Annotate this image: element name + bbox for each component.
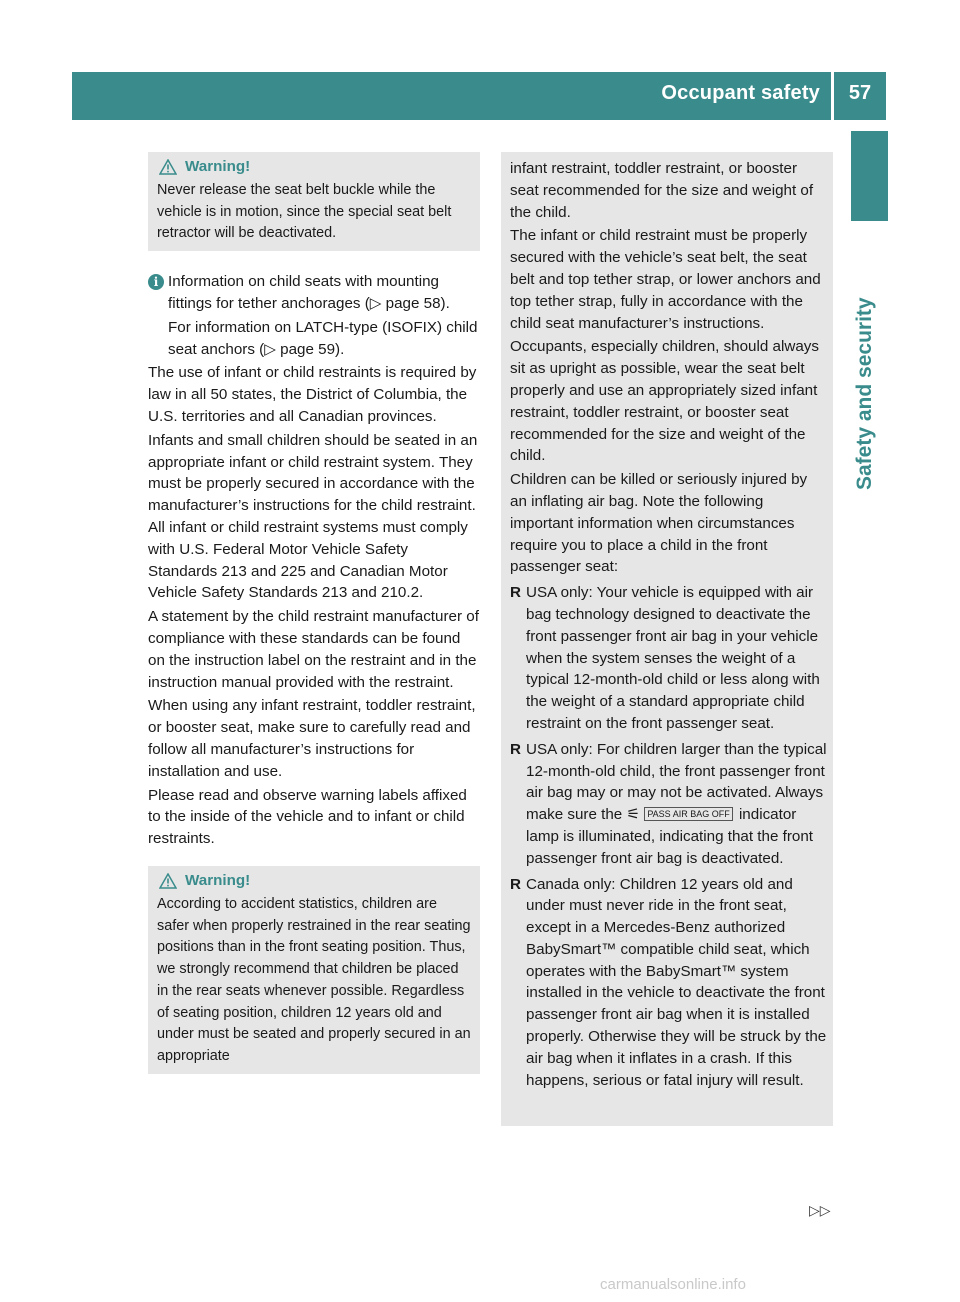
list-item [510, 739, 827, 870]
section-tab-label: Safety and security [853, 297, 876, 490]
page-title: Occupant safety [661, 82, 820, 104]
paragraph: A statement by the child restraint manufacturer of compliance with these standards can be found on the instruction label on the restraint and in the instruction manual provided with the restraint. [148, 608, 479, 691]
info-icon: i [148, 274, 164, 290]
bullet-icon: R [510, 875, 521, 893]
pass-airbag-off-lamp-icon: PASS AIR BAG OFF [644, 807, 732, 821]
section-tab-marker [851, 131, 888, 221]
warning-triangle-icon [159, 159, 177, 175]
list-item-text: USA only: Your vehicle is equipped with air bag technology designed to deactivate the front passenger front air bag in your vehicle when the system senses the weight of a typical 12-month-old child or less along with the weight of a standard appropriate child restraint on the front passenger seat. [526, 584, 820, 732]
watermark: carmanualsonline.info [600, 1276, 746, 1293]
warning-text: Never release the seat belt buckle while the vehicle is in motion, since the special seat belt retractor will be deactivated. [157, 181, 452, 242]
list-item-text: USA only: For children larger than the typical 12-month-old child, the front passenger front air bag may or may not be activated. Always make sure the [526, 740, 827, 824]
paragraph: The infant or child restraint must be properly secured with the vehicle’s seat belt, the seat belt and top tether strap, or lower anchors and top tether strap, fully in accordance with the child seat manufacturer’s instructions. [510, 227, 821, 332]
paragraph: Occupants, especially children, should always sit as upright as possible, wear the seat belt properly and use an appropriately sized infant restraint, toddler restraint, or booster seat recommended for the size and weight of the child. [510, 338, 819, 465]
paragraph: Children can be killed or seriously injured by an inflating air bag. Note the following important information when circumstances require you to place a child in the front passenger seat: [510, 471, 808, 576]
bullet-icon: R [510, 740, 521, 758]
list-item-text: Canada only: Children 12 years old and under must never ride in the front seat, except in a Mercedes-Benz authorized BabySmart™ compatible child seat, which operates with the BabySmart™ system installed in the vehicle to deactivate the front passenger front air bag when it is installed properly. Otherwise they will be struck by the air bag when it inflates in a crash. If this happens, serious or fatal injury will result. [526, 875, 827, 1089]
warning-box [148, 152, 480, 251]
info-text-tether: Information on child seats with mounting fittings for tether anchorages (▷ page 58). [168, 273, 450, 312]
warning-triangle-icon [159, 873, 177, 889]
paragraph: When using any infant restraint, toddler restraint, or booster seat, make sure to carefully read and follow all manufacturer’s instructions for installation and use. [148, 697, 476, 780]
list-item [510, 582, 827, 735]
paragraph: The use of infant or child restraints is required by law in all 50 states, the District of Columbia, the U.S. territories and all Canadian provinces. [148, 364, 477, 425]
right-column [501, 152, 833, 1126]
list-item [510, 874, 827, 1092]
info-note [148, 271, 480, 362]
continued-arrow-icon: ▷▷ [809, 1202, 831, 1218]
bullet-icon: R [510, 584, 521, 602]
warning-label: Warning! [185, 158, 251, 175]
info-text-latch: For information on LATCH-type (ISOFIX) child seat anchors (▷ page 59). [168, 318, 478, 358]
warning-box [148, 866, 480, 1074]
paragraph: Please read and observe warning labels affixed to the inside of the vehicle and to infant or child restraints. [148, 786, 467, 848]
left-column [148, 152, 480, 1074]
page-number: 57 [848, 82, 872, 104]
warning-label: Warning! [185, 871, 251, 889]
seat-occupied-child-icon: ⚟ [626, 806, 641, 824]
warning-heading [157, 156, 472, 178]
warning-text: According to accident statistics, children are safer when properly restrained in the rear seating positions than in the front seating position. Thus, we strongly recommend that children be placed in the rear seats whenever possible. Regardless of seating position, children 12 years old and under must be seated and properly secured in an appropriate [157, 895, 471, 1065]
paragraph: infant restraint, toddler restraint, or booster seat recommended for the size and weight of the child. [510, 160, 814, 221]
warning-continued-box [501, 152, 833, 1126]
warning-heading [157, 870, 472, 892]
paragraph: Infants and small children should be seated in an appropriate infant or child restraint system. They must be properly secured in accordance with the manufacturer’s instructions for the child restraint. All infant or child restraint systems must comply with U.S. Federal Motor Vehicle Safety Standards 213 and 225 and Canadian Motor Vehicle Safety Standards 213 and 210.2. [148, 431, 478, 602]
list-item-text: indicator lamp is illuminated, indicating that the front passenger front air bag is deactivated. [526, 806, 814, 867]
